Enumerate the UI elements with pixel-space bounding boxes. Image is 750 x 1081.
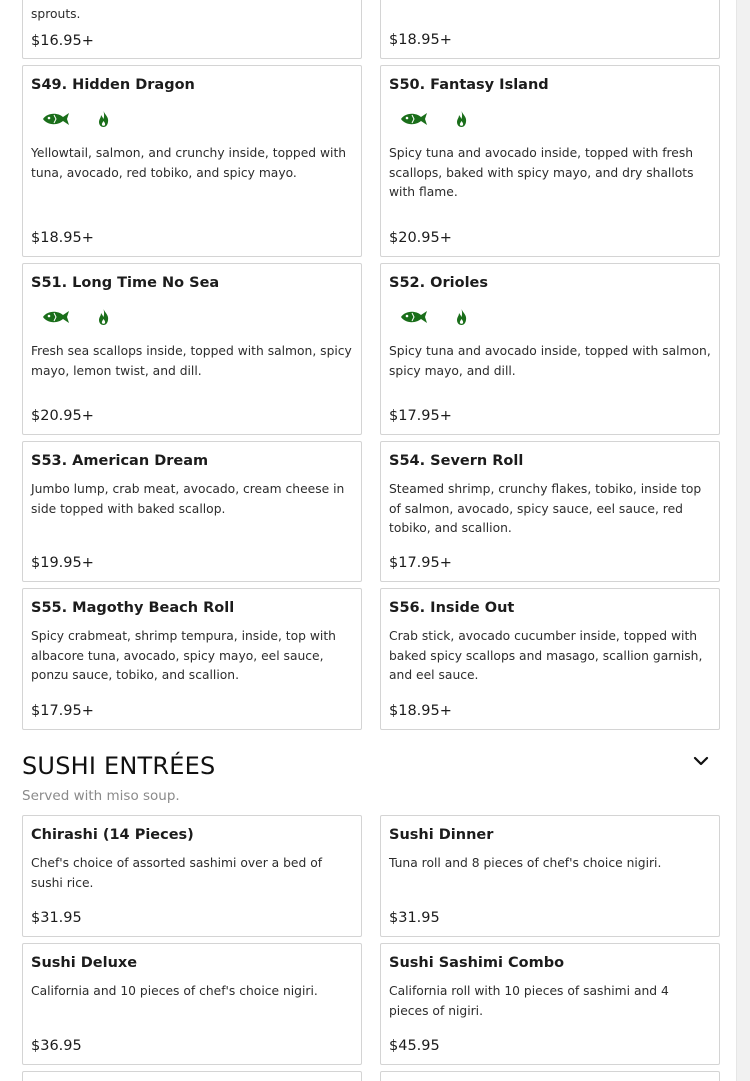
item-price: $45.95 xyxy=(389,1038,440,1054)
item-price: $36.95 xyxy=(31,1038,82,1054)
item-name: S50. Fantasy Island xyxy=(389,77,549,93)
item-description: Yellowtail, salmon, and crunchy inside, topped with tuna, avocado, red tobiko, and spicy mayo. xyxy=(31,146,347,180)
item-price: $19.95+ xyxy=(31,555,94,571)
chevron-down-icon[interactable] xyxy=(692,752,710,770)
menu-item-card[interactable] xyxy=(22,263,362,435)
fish-icon xyxy=(399,111,429,127)
item-name: Chirashi (14 Pieces) xyxy=(31,827,194,843)
item-name: Sushi Dinner xyxy=(389,827,494,843)
item-price: $18.95+ xyxy=(389,703,452,719)
menu-item-card[interactable] xyxy=(22,0,362,59)
item-price: $18.95+ xyxy=(389,32,452,48)
item-description: Spicy tuna and avocado inside, topped with salmon, spicy mayo, and dill. xyxy=(389,344,711,378)
menu-page xyxy=(22,0,720,1081)
item-name: S54. Severn Roll xyxy=(389,453,524,469)
menu-item-card[interactable] xyxy=(22,1071,362,1081)
section-title: SUSHI ENTRÉES xyxy=(22,752,216,780)
item-name: S53. American Dream xyxy=(31,453,209,469)
rolls-top-row xyxy=(22,0,720,59)
flame-icon xyxy=(455,110,468,128)
fish-icon xyxy=(41,309,71,325)
item-description: Jumbo lump, crab meat, avocado, cream cheese in side topped with baked scallop. xyxy=(31,482,345,516)
item-name: S52. Orioles xyxy=(389,275,489,291)
menu-item-card[interactable] xyxy=(380,1071,720,1081)
item-icons xyxy=(389,103,711,135)
item-description: Fresh sea scallops inside, topped with salmon, spicy mayo, lemon twist, and dill. xyxy=(31,344,352,378)
item-price: $31.95 xyxy=(389,910,440,926)
item-icons xyxy=(31,301,353,333)
item-name: Sushi Deluxe xyxy=(31,955,138,971)
item-price: $17.95+ xyxy=(389,408,452,424)
fish-icon xyxy=(399,309,429,325)
item-name: S56. Inside Out xyxy=(389,600,515,616)
item-price: $17.95+ xyxy=(31,703,94,719)
menu-item-card[interactable] xyxy=(380,263,720,435)
item-description: sprouts. xyxy=(31,7,81,21)
item-price: $16.95+ xyxy=(31,32,94,49)
item-description: California and 10 pieces of chef's choice nigiri. xyxy=(31,984,318,998)
item-description: Tuna roll and 8 pieces of chef's choice nigiri. xyxy=(389,856,662,870)
item-description: Spicy crabmeat, shrimp tempura, inside, top with albacore tuna, avocado, spicy mayo, eel sauce, ponzu sauce, tobiko, and scallion. xyxy=(31,629,336,682)
menu-item-card[interactable] xyxy=(380,65,720,257)
section-subtitle: Served with miso soup. xyxy=(22,788,180,804)
item-icons xyxy=(31,103,353,135)
item-description: Crab stick, avocado cucumber inside, topped with baked spicy scallops and masago, scallion garnish, and eel sauce. xyxy=(389,629,703,682)
item-description: California roll with 10 pieces of sashimi and 4 pieces of nigiri. xyxy=(389,984,669,1018)
menu-item-card[interactable] xyxy=(380,588,720,730)
item-description: Chef's choice of assorted sashimi over a bed of sushi rice. xyxy=(31,856,323,890)
flame-icon xyxy=(455,308,468,326)
item-name: S55. Magothy Beach Roll xyxy=(31,600,235,616)
entrees-grid xyxy=(22,815,720,1081)
fish-icon xyxy=(41,111,71,127)
item-price: $20.95+ xyxy=(389,230,452,246)
menu-item-card[interactable] xyxy=(380,815,720,937)
item-description: Spicy tuna and avocado inside, topped with fresh scallops, baked with spicy mayo, and dry shallots with flame. xyxy=(389,146,694,199)
menu-item-card[interactable] xyxy=(22,441,362,582)
item-price: $31.95 xyxy=(31,910,82,926)
item-price: $20.95+ xyxy=(31,408,94,424)
item-price: $18.95+ xyxy=(31,230,94,246)
menu-item-card[interactable] xyxy=(22,65,362,257)
menu-item-card[interactable] xyxy=(22,588,362,730)
item-price: $17.95+ xyxy=(389,555,452,571)
menu-item-card[interactable] xyxy=(22,943,362,1065)
rolls-grid xyxy=(22,65,720,730)
flame-icon xyxy=(97,308,110,326)
item-icons xyxy=(389,301,711,333)
section-header xyxy=(22,750,720,782)
item-name: S49. Hidden Dragon xyxy=(31,77,195,93)
menu-item-card[interactable] xyxy=(380,0,720,59)
menu-item-card[interactable] xyxy=(380,943,720,1065)
page-scrollbar[interactable] xyxy=(736,0,750,1081)
menu-item-card[interactable] xyxy=(22,815,362,937)
item-name: S51. Long Time No Sea xyxy=(31,275,220,291)
flame-icon xyxy=(97,110,110,128)
item-name: Sushi Sashimi Combo xyxy=(389,955,565,971)
menu-item-card[interactable] xyxy=(380,441,720,582)
item-description: Steamed shrimp, crunchy flakes, tobiko, inside top of salmon, avocado, spicy sauce, eel sauce, red tobiko, and scallion. xyxy=(389,482,702,535)
